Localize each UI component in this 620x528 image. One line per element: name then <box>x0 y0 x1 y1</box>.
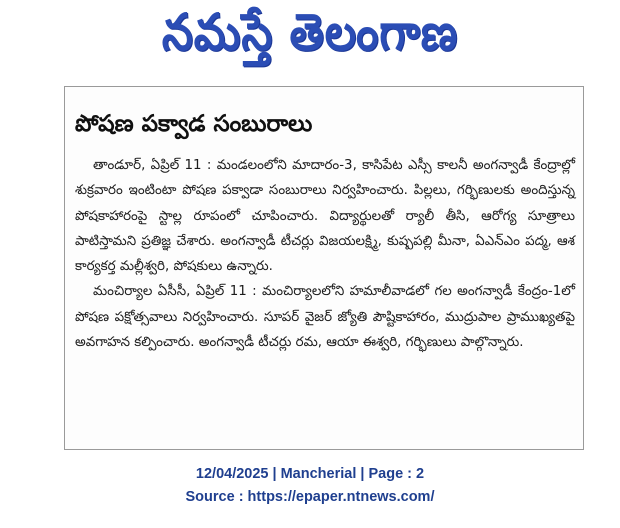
masthead <box>0 0 620 78</box>
article-body <box>75 153 575 355</box>
article-paragraph: తాండూర్, ఏప్రిల్ 11 : మండలంలోని మాదారం-3, కాసిపేట ఎస్సీ కాలనీ అంగన్వాడీ కేంద్రాల్లో శుక్రవారం ఇంటింటా పోషణ పక్వాడా సంబురాలు నిర్వహించారు. పిల్లలు, గర్భిణులకు అందిస్తున్న పోషకాహారంపై స్టాల్ల రూపంలో చూపించారు. విద్యార్థులతో ర్యాలీ తీసి, ఆరోగ్య సూత్రాలు పాటిస్తామని ప్రతిజ్ఞ చేశారు. అంగన్వాడీ టీచర్లు విజయలక్ష్మి, కుష్పపల్లి మీనా, ఏఎన్ఎం పద్మ, ఆశ కార్యకర్త మల్లీశ్వరి, పోషకులు ఉన్నారు. <box>75 158 575 275</box>
newspaper-logo-title: నమస్తే తెలంగాణ <box>161 3 459 62</box>
article-headline: పోషణ పక్వాడ సంబురాలు <box>75 111 313 137</box>
news-clipping <box>64 86 584 450</box>
source-link[interactable]: Source : https://epaper.ntnews.com/ <box>185 489 435 505</box>
publication-info: 12/04/2025 | Mancherial | Page : 2 <box>195 466 425 482</box>
article-paragraph: మంచిర్యాల ఏసీసీ, ఏప్రిల్ 11 : మంచిర్యాలలోని హమాలీవాడలో గల అంగన్వాడీ కేంద్రం-1లో పోషణ పక్షోత్సవాలు నిర్వహించారు. సూపర్ వైజర్ జ్యోతి పౌష్టికాహారం, ముద్రుపాల ప్రాముఖ్యతపై అవగాహన కల్పించారు. అంగన్వాడీ టీచర్లు రమ, ఆయా ఈశ్వరి, గర్భిణులు పాల్గొన్నారు. <box>75 284 575 351</box>
